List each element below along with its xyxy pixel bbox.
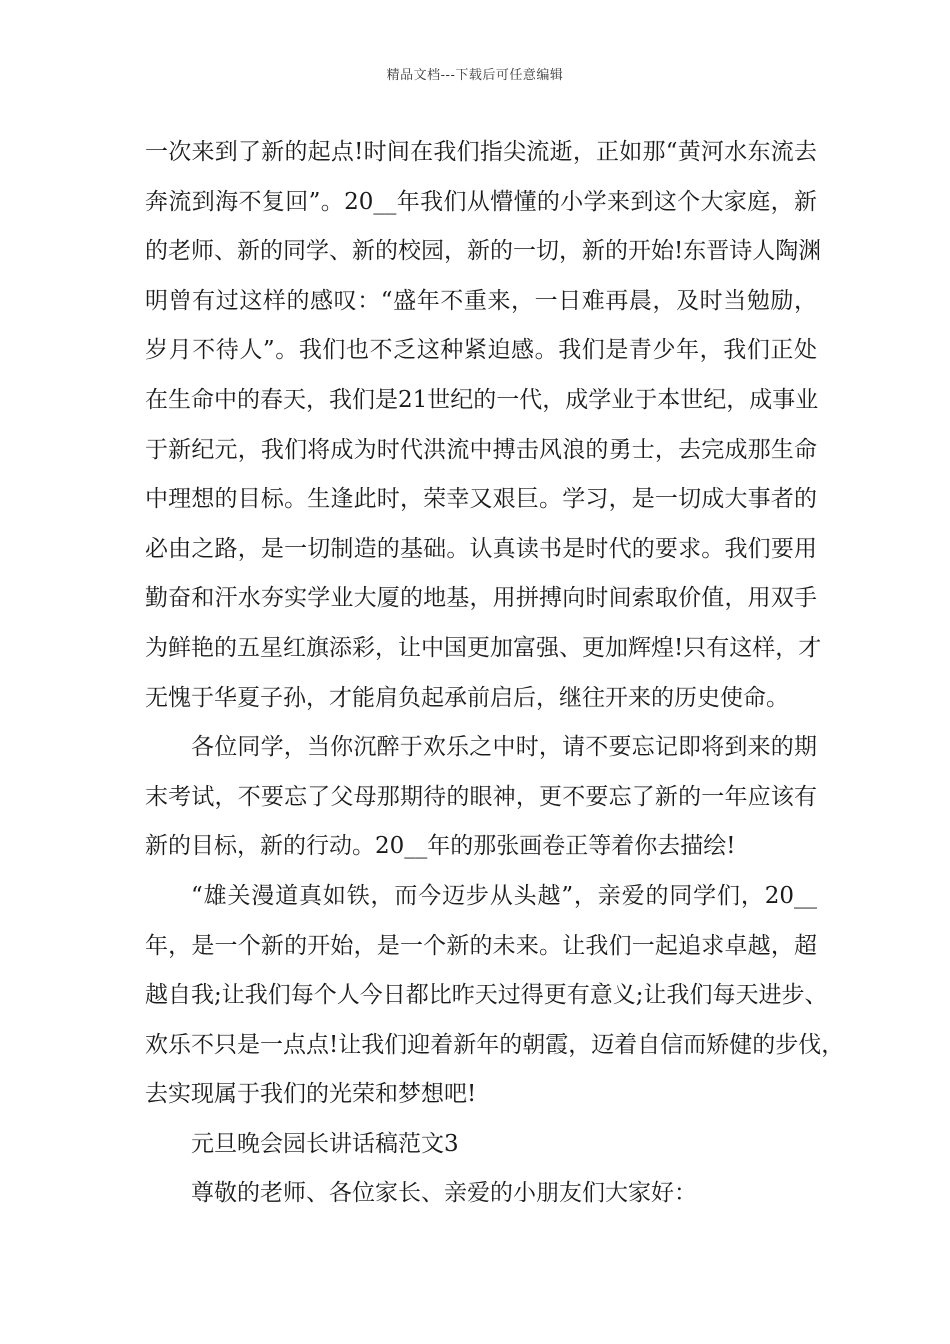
text-line: 越自我;让我们每个人今日都比昨天过得更有意义;让我们每天进步、 — [145, 982, 828, 1009]
text-line: 末考试，不要忘了父母那期待的眼神，更不要忘了新的一年应该有 — [145, 783, 817, 810]
text-line: 明曾有过这样的感叹：“盛年不重来，一日难再晨，及时当勉励， — [145, 287, 817, 314]
text-line: 的老师、新的同学、新的校园，新的一切，新的开始!东晋诗人陶渊 — [145, 238, 822, 265]
text-line: 岁月不待人”。我们也不乏这种紧迫感。我们是青少年，我们正处 — [145, 337, 817, 364]
text-line: 为鲜艳的五星红旗添彩，让中国更加富强、更加辉煌!只有这样，才 — [145, 634, 822, 661]
text-line: 各位同学，当你沉醉于欢乐之中时，请不要忘记即将到来的期 — [191, 734, 817, 761]
text-line: “雄关漫道真如铁，而今迈步从头越”，亲爱的同学们，20__ — [191, 882, 817, 909]
paragraph — [145, 128, 822, 723]
text-line: 必由之路，是一切制造的基础。认真读书是时代的要求。我们要用 — [145, 535, 817, 562]
text-line: 奔流到海不复回”。20__年我们从懵懂的小学来到这个大家庭，新 — [145, 188, 817, 215]
text-line: 新的目标，新的行动。20__年的那张画卷正等着你去描绘! — [145, 833, 736, 860]
page-header: 精品文档---下载后可任意编辑 — [386, 68, 564, 83]
text-line: 无愧于华夏子孙，才能肩负起承前启后，继往开来的历史使命。 — [145, 684, 789, 711]
text-line: 于新纪元，我们将成为时代洪流中搏击风浪的勇士，去完成那生命 — [145, 436, 817, 463]
section-title — [145, 1120, 817, 1170]
paragraph — [145, 723, 817, 872]
document-body — [145, 128, 845, 1219]
text-line: 勤奋和汗水夯实学业大厦的地基，用拼搏向时间索取价值，用双手 — [145, 585, 817, 612]
text-line: 年，是一个新的开始，是一个新的未来。让我们一起追求卓越，超 — [145, 932, 817, 959]
text-line: 去实现属于我们的光荣和梦想吧! — [145, 1081, 477, 1108]
text-line: 一次来到了新的起点!时间在我们指尖流逝，正如那“黄河水东流去 — [145, 139, 817, 165]
text-line: 欢乐不只是一点点!让我们迎着新年的朝霞，迈着自信而矫健的步伐， — [145, 1031, 845, 1058]
text-line: 在生命中的春天，我们是21世纪的一代，成学业于本世纪，成事业 — [145, 386, 819, 413]
paragraph — [145, 872, 845, 1120]
text-line: 尊敬的老师、各位家长、亲爱的小朋友们大家好： — [191, 1180, 697, 1207]
text-line: 中理想的目标。生逢此时，荣幸又艰巨。学习，是一切成大事者的 — [145, 486, 817, 513]
text-line: 元旦晚会园长讲话稿范文3 — [191, 1130, 459, 1157]
salutation — [145, 1169, 817, 1219]
